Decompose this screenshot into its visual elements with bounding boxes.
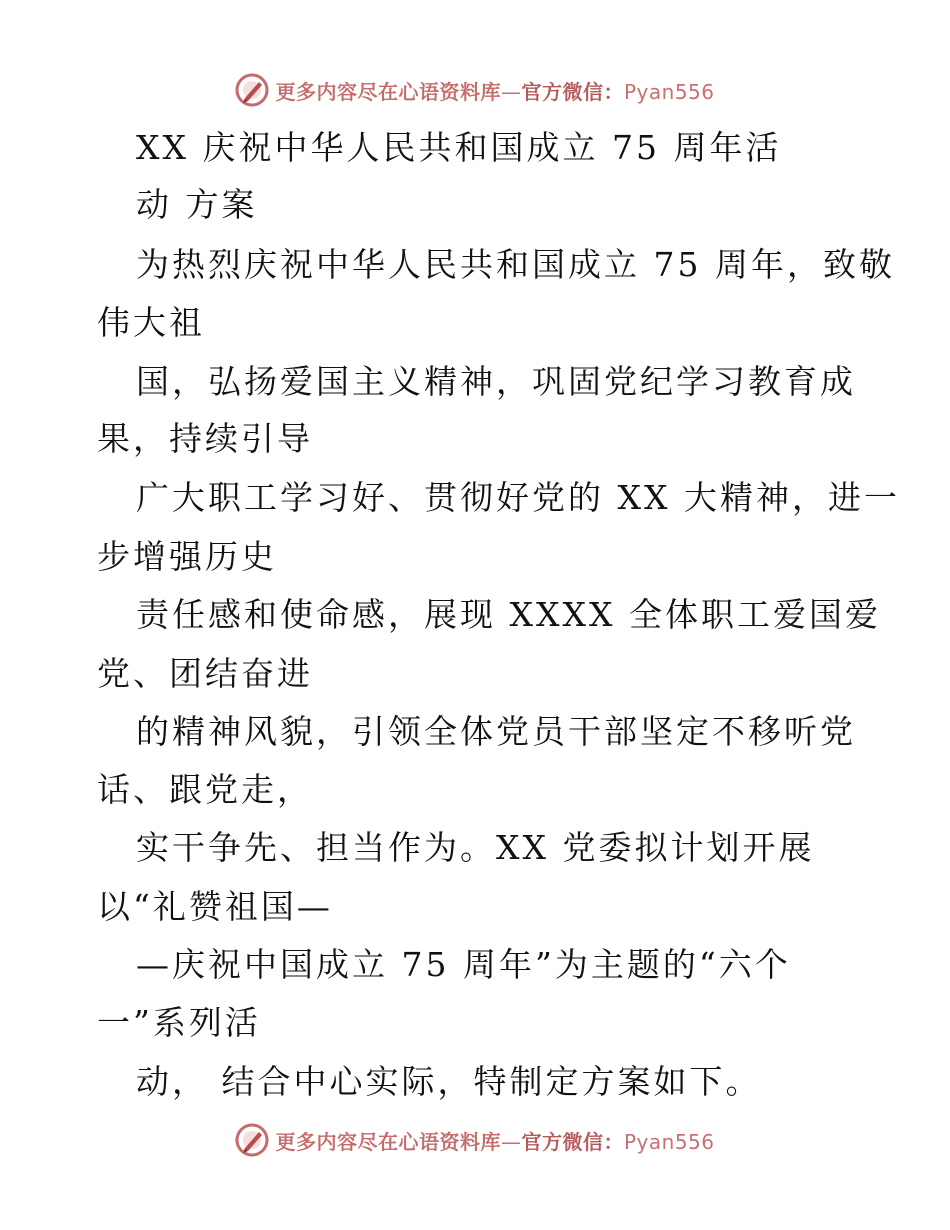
paragraph-line: —庆祝中国成立 75 周年”为主题的“六个	[136, 945, 791, 984]
paragraph-line: 党、团结奋进	[97, 654, 313, 693]
watermark-wechat-id: Pyan556	[623, 1129, 715, 1154]
watermark-dash: —	[500, 79, 522, 104]
document-title-line-1: XX 庆祝中华人民共和国成立 75 周年活	[136, 128, 782, 167]
paragraph-line: 伟大祖	[97, 303, 205, 342]
pen-logo-icon	[235, 1123, 269, 1157]
header-watermark	[0, 70, 950, 110]
paragraph-line: 责任感和使命感，展现 XXXX 全体职工爱国爱	[136, 595, 881, 634]
watermark-wechat-id: Pyan556	[623, 79, 715, 104]
paragraph-line: 步增强历史	[97, 537, 277, 576]
watermark-wechat-label: 官方微信：	[521, 1129, 624, 1154]
watermark-dash: —	[500, 1129, 522, 1154]
watermark-site-text: 更多内容尽在心语资料库	[275, 79, 501, 104]
paragraph-line: 动， 结合中心实际，特制定方案如下。	[136, 1062, 762, 1101]
document-title-line-2: 动 方案	[136, 185, 258, 224]
paragraph-line: 的精神风貌，引领全体党员干部坚定不移听党	[136, 712, 856, 751]
paragraph-line: 实干争先、担当作为。XX 党委拟计划开展	[136, 828, 815, 867]
paragraph-line: 果，持续引导	[97, 419, 313, 458]
paragraph-line: 话、跟党走，	[97, 770, 313, 809]
paragraph-line: 广大职工学习好、贯彻好党的 XX 大精神，进一	[136, 478, 900, 517]
watermark-site-text: 更多内容尽在心语资料库	[275, 1129, 501, 1154]
watermark-wechat-label: 官方微信：	[521, 79, 624, 104]
footer-watermark	[0, 1120, 950, 1160]
pen-logo-icon	[235, 73, 269, 107]
paragraph-line: 一”系列活	[97, 1003, 261, 1042]
paragraph-line: 国，弘扬爱国主义精神，巩固党纪学习教育成	[136, 362, 856, 401]
paragraph-line: 为热烈庆祝中华人民共和国成立 75 周年，致敬	[136, 245, 895, 284]
paragraph-line: 以“礼赞祖国—	[97, 887, 333, 926]
